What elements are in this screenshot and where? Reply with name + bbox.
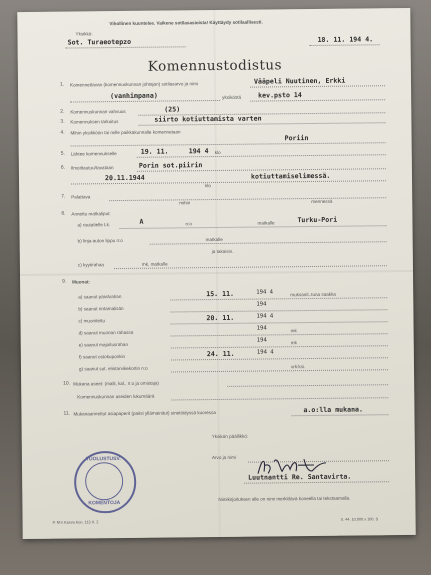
field-number: 10. (63, 380, 71, 387)
ration-row-year: 194 4 (256, 289, 274, 296)
field-label: Komennettavan (komennuskunnan johtajan) sotilasarvo ja nimi (69, 81, 198, 88)
ration-row-note: vrk:ksi. (290, 364, 306, 370)
rail-ticket-class: A (139, 217, 144, 226)
field-number: 1. (59, 81, 65, 88)
ration-row-year: 194 4 (256, 313, 274, 320)
purpose-value: siirto kotiuttamista varten (154, 114, 262, 124)
field-label: Muonat: (72, 279, 90, 285)
report-place: Porin sot.piirin (138, 161, 203, 170)
rail-ticket-label: a) rautatielle Lk. (77, 222, 111, 228)
document-sheet (17, 8, 415, 539)
field-number: 7. (61, 193, 66, 200)
weapons-count-label: Komennuskunnan aseiden lukumäärä (77, 393, 155, 400)
strength-value: (25) (164, 105, 181, 114)
ration-row-label: e) saanut majoitusrahan (78, 341, 129, 348)
unit-from-label: yksiköstä (222, 94, 242, 100)
rail-ticket-no-label: n:o (185, 221, 192, 227)
departure-year: 194 4 (188, 147, 209, 156)
field-label: Komennuksen tarkoitus (70, 119, 119, 125)
ration-row-note: mk (290, 328, 297, 334)
ration-row-label: g) saanut sot. elintarvikekortin n:o (78, 365, 148, 372)
unit-label: Yksikkö: (75, 31, 93, 37)
departure-date: 19. 11. (140, 147, 169, 156)
field-label: Ilmoittautuu/tavataan (70, 165, 114, 171)
departure-time-label: klo (214, 149, 221, 156)
ration-row-date: 20. 11. (206, 313, 235, 323)
header-warning: Vihollinen kuuntelee. Vaikene sotilasasioista! Käyttäydy sotilaallisesti. (109, 19, 263, 27)
ration-row-date: 15. 11. (206, 289, 235, 299)
ration-row-year: 194 (256, 337, 267, 344)
field-number: 6. (60, 164, 66, 171)
field-label: Lähtee komennukselle (70, 151, 117, 157)
ration-row-label: c) muonitettu (78, 318, 106, 324)
bus-ticket-label: b) linja-auton lippu n:o (77, 237, 123, 244)
unit-value: Sot. Turaeotepzo (67, 37, 132, 47)
return-by-label: mennessä (311, 198, 333, 205)
ration-row-note: mk (290, 340, 297, 346)
rail-trip-route: Turku-Pori (297, 215, 338, 225)
rank-label: Arvo ja nimi (211, 454, 236, 461)
ration-row-label: f) saanut ostokuponkin (78, 353, 126, 360)
destination-value: Poriin (284, 134, 309, 143)
commander-role: (vanhimpana) (110, 91, 158, 101)
ration-row-year: 194 4 (256, 349, 274, 356)
field-number: 9. (62, 278, 67, 285)
ration-row-date: 24. 11. (206, 349, 235, 359)
report-office: kotiuttamiselimessä. (250, 171, 331, 181)
return-trip-label: ja takaisin. (211, 248, 234, 255)
unit-from-value: kev.psto 14 (258, 91, 302, 100)
rail-trip-label: matkalle (257, 220, 275, 226)
official-stamp (74, 451, 137, 514)
print-code-left: P. M:n Kasva Kon. 113 X. 2 (52, 520, 99, 525)
field-number: 5. (60, 150, 65, 157)
return-where-label: mihin (179, 200, 191, 206)
print-code-right: X. 44. 10,000 x 100. S (340, 517, 379, 522)
stamp-text-top: TUOLUSTUSV. (85, 456, 121, 463)
signer-name: Luutnantti Re. Santavirta. (248, 472, 352, 482)
ration-row-label: a) saanut päivärahan (78, 293, 122, 300)
ration-row-year: 194 (256, 301, 267, 308)
fare-trip-label: mk, matkalle (141, 261, 168, 267)
time-label: klo (205, 183, 211, 189)
field-number: 8. (61, 210, 66, 217)
bus-trip-label: matkalle (205, 236, 223, 243)
ration-row-label: b) saanut rintamalisän (78, 305, 124, 312)
field-number: 3. (60, 118, 65, 125)
field-number: 2. (60, 108, 65, 115)
report-date: 20.11.1944 (104, 173, 145, 183)
field-label: Annettu matkaliput: (71, 211, 111, 217)
field-label: Mihin yksikköön tai mille paikkakunnalle komennetaan (70, 129, 181, 136)
field-label: Palattava (71, 194, 91, 200)
document-date: 18. 11. 194 4. (317, 35, 374, 44)
signature-note: Nimikirjoituksen alle on nimi merkittävä koneella tai tekstaamalla. (218, 495, 351, 502)
signer-label: Yksikön päällikkö: (211, 433, 249, 440)
field-number: 11. (63, 410, 71, 417)
field-label: Komennuskunnan vahvuus (70, 108, 126, 115)
ration-row-label: d) saanut muonan rahassa (78, 329, 134, 336)
documents-value: a.o:lla mukana. (303, 405, 364, 415)
page-title: Komennustodistus (147, 57, 283, 75)
ration-row-year: 194 (256, 325, 267, 332)
fare-label: c) kyytirahaa (77, 262, 104, 268)
field-label: Mukana aseet: (malli, kal., n:o ja omistaja) (73, 380, 159, 387)
commander-name: Vääpeli Nuutinen, Erkki (253, 76, 346, 86)
field-number: 4. (60, 129, 65, 136)
field-label: Mukanaannettut asiapaperit (paitsi yllämainitut) sinetöidyssä kuoressa (73, 410, 216, 417)
ration-row-note: muksanit..tuna saakka (290, 291, 336, 298)
stamp-text-bottom: KOMENTOJA (88, 500, 121, 507)
